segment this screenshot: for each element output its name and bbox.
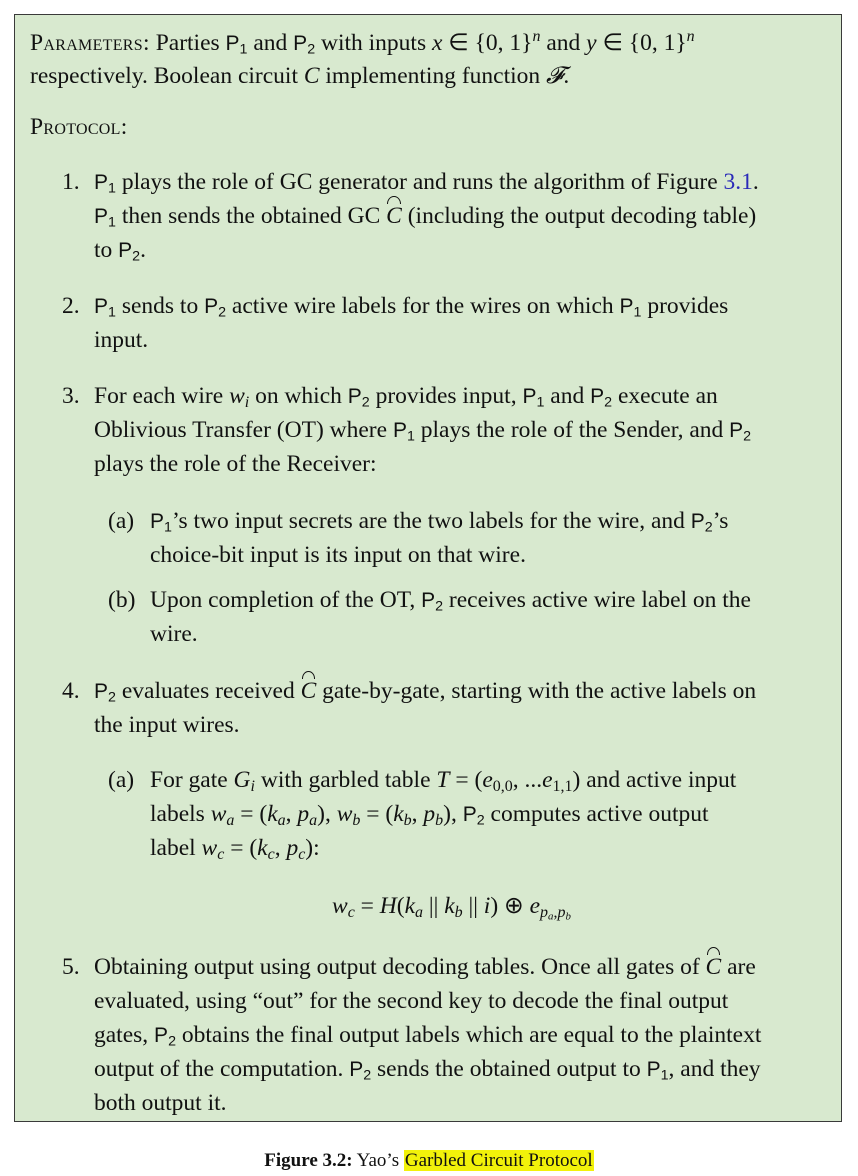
step-3b-line-1: Upon completion of the OT, $P_2$ receives active wire label on the	[150, 587, 751, 615]
step-3b-line-2: wire.	[150, 621, 198, 647]
step-4a-line-1: For gate $G_i$ with garbled table $T = (e_{0,0}$, $...e_{1,1}$) and active input	[150, 767, 737, 795]
step-1-line-3: to $P_2$.	[94, 237, 146, 265]
step-3a-number: (a)	[108, 508, 135, 534]
figure-3-1-link[interactable]: 3.1	[723, 169, 753, 195]
parameters-label: Parameters:	[30, 30, 150, 56]
step-4-equation: $w_c = H(k_a$ || $k_b$ || i) ⊕ $e_{p_a,p_b}$	[332, 893, 571, 923]
step-3a-line-1: $P_1’s$ two input secrets are the two labels for the wire, and $P_2’s$	[150, 508, 729, 536]
step-4-number: 4.	[62, 678, 80, 704]
step-1-line-2: $P_1$ then sends the obtained GC C (including the output decoding table)	[94, 199, 756, 234]
step-5-line-1: Obtaining output using output decoding tables. Once all gates of C are	[94, 950, 756, 984]
step-5-line-2: evaluated, using “out” for the second key to decode the final output	[94, 988, 729, 1014]
step-5-line-5: both output it.	[94, 1090, 227, 1116]
step-2-number: 2.	[62, 293, 80, 319]
step-3-line-1: For each wire $w_i$ on which $P_2$ provides input, $P_1$ and $P_2$ execute an	[94, 383, 718, 411]
step-2-line-2: input.	[94, 327, 149, 353]
parameters-line-1: Parameters: Parties $P_1$ and $P_2$ with inputs x ∈ {0, 1}$^n$ and y ∈ {0, 1}$^n$	[30, 28, 695, 58]
step-3-number: 3.	[62, 383, 80, 409]
step-3a-line-2: choice-bit input is its input on that wire.	[150, 542, 526, 568]
step-3-line-2: Oblivious Transfer (OT) where $P_1$ plays the role of the Sender, and $P_2$	[94, 417, 752, 445]
step-3-line-3: plays the role of the Receiver:	[94, 451, 377, 477]
caption-text: Yao’s	[356, 1150, 400, 1171]
figure-caption	[0, 1147, 858, 1175]
step-4-line-1: $P_2$ evaluates received C gate-by-gate, starting with the active labels on	[94, 674, 756, 709]
step-2-line-1: $P_1$ sends to $P_2$ active wire labels for the wires on which $P_1$ provides	[94, 293, 729, 321]
step-5-number: 5.	[62, 954, 80, 980]
step-4a-number: (a)	[108, 767, 135, 793]
step-5-line-3: gates, $P_2$ obtains the final output labels which are equal to the plaintext	[94, 1022, 762, 1050]
caption-highlight: Garbled Circuit Protocol	[404, 1150, 593, 1171]
step-1-line-1: $P_1$ plays the role of GC generator and runs the algorithm of Figure 3.1.	[94, 169, 759, 197]
step-3b-number: (b)	[108, 587, 136, 613]
parameters-line-2: respectively. Boolean circuit C implementing function 𝓕.	[30, 63, 570, 89]
step-5-line-4: output of the computation. $P_2$ sends the obtained output to $P_1$, and they	[94, 1056, 761, 1084]
step-1-number: 1.	[62, 169, 80, 195]
step-4a-line-3: label $w_c = (k_c$, $p_c$):	[150, 835, 320, 863]
step-4a-line-2: labels $w_a = (k_a$, $p_a$), $w_b = (k_b$, $p_b$), $P_2$ computes active output	[150, 801, 709, 829]
protocol-label: Protocol:	[30, 114, 128, 140]
caption-label: Figure 3.2:	[264, 1150, 353, 1171]
step-4-line-2: the input wires.	[94, 712, 240, 738]
